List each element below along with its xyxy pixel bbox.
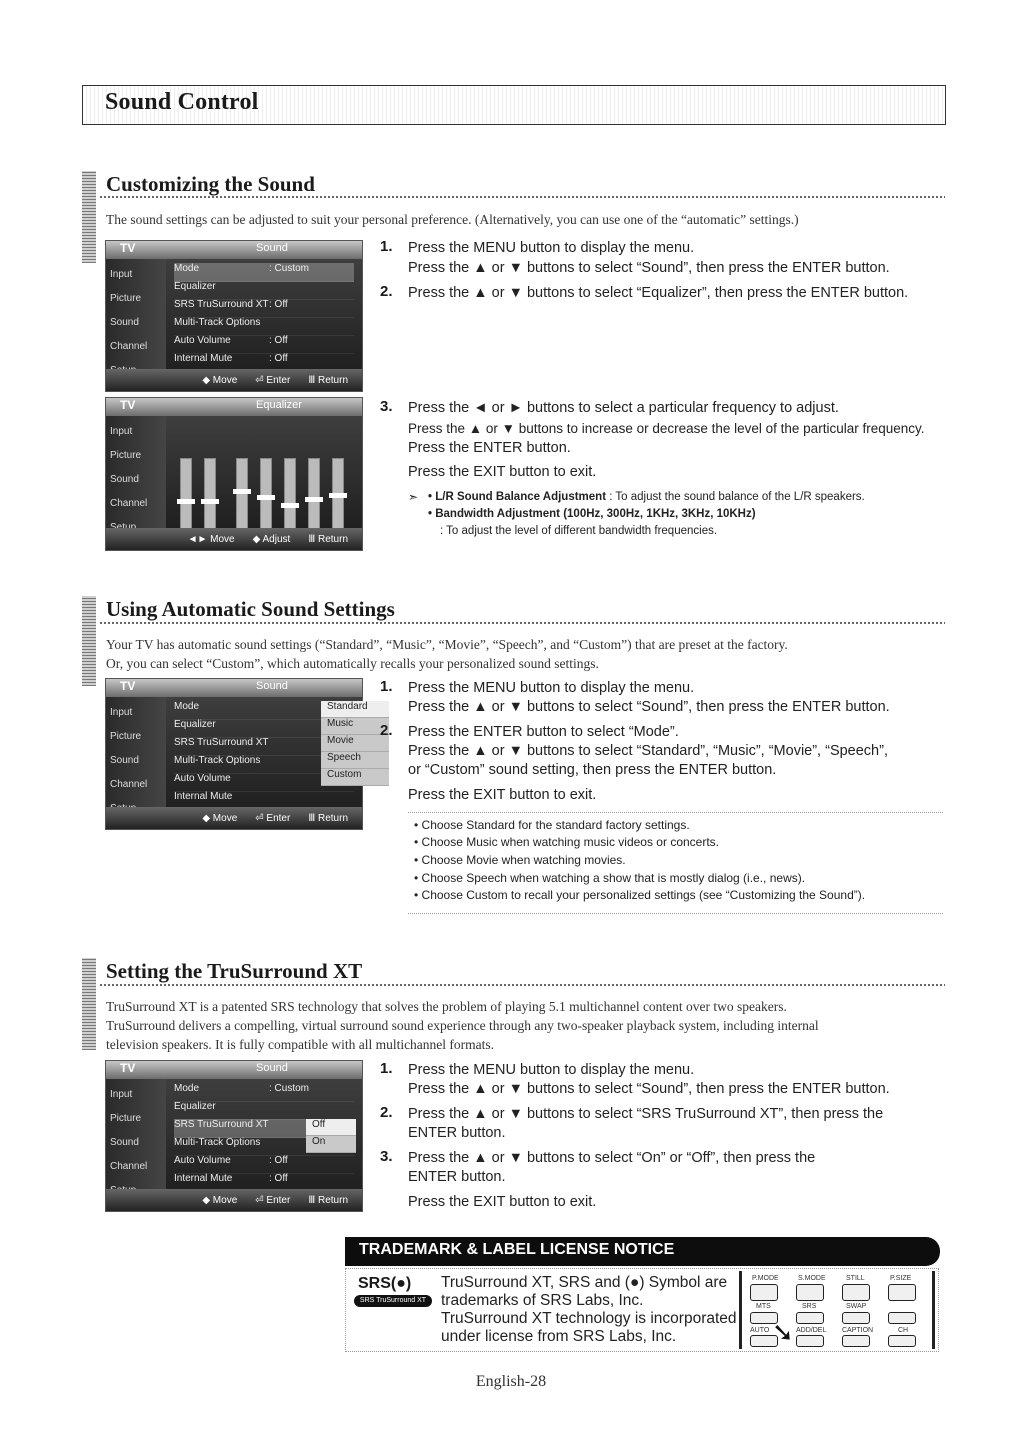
page-number: English-28 (475, 1373, 547, 1390)
step-3-line-3: Press the ENTER button. (408, 440, 571, 456)
trademark-box (345, 1268, 939, 1352)
trademark-text: TruSurround XT, SRS and (●) Symbol are trademarks of SRS Labs, Inc. TruSurround XT technology is incorporated under license from SRS Labs, Inc. (441, 1274, 737, 1345)
mode-choices-box (408, 812, 943, 914)
srs-trusurround-badge: SRS TruSurround XT (354, 1295, 432, 1307)
equalizer-screenshot: TV Equalizer Input Picture Sound Channel ◄► Move ◆ Adjust Ⅲ Return (105, 397, 363, 551)
section-title: Setting the TruSurround XT (106, 959, 363, 983)
step-2-line-2: ENTER button. (408, 1125, 506, 1141)
step-1-line-2: Press the ▲ or ▼ buttons to select “Sound”, then press the ENTER button. (408, 260, 890, 276)
step-number: 2. (380, 722, 393, 739)
step-number: 1. (380, 678, 393, 695)
step-2-line-1: Press the ▲ or ▼ buttons to select “SRS TruSurround XT”, then press the (408, 1106, 884, 1122)
step-number: 2. (380, 1104, 393, 1121)
step-number: 3. (380, 398, 393, 415)
remote-illustration: P.MODE S.MODE STILL P.SIZE MTS SRS SWAP AUTO ADD/DEL CAPTION CH ➘ (739, 1271, 935, 1349)
sound-menu-screenshot: TV Sound Input Picture Sound Channel Mode : Custom Equalizer SRS TruSurround XT : Off Multi-Track Options Auto Volume : Off Internal Mute : Off ◆ Move ⏎ Enter Ⅲ Return (105, 240, 363, 392)
step-3-line-3: Press the EXIT button to exit. (408, 1194, 597, 1210)
sound-mode-screenshot: TV Sound Input Picture Sound Channel Mode Equalizer SRS TruSurround XT Multi-Track Options Auto Volume Internal Mute Standard Music Movie Speech Custom ◆ Move ⏎ Enter Ⅲ Return (105, 678, 363, 830)
section-title: Using Automatic Sound Settings (106, 597, 395, 621)
note-2-label: • Bandwidth Adjustment (100Hz, 300Hz, 1KHz, 3KHz, 10KHz) (428, 508, 756, 520)
section-divider (100, 196, 945, 198)
step-3-line-2: Press the ▲ or ▼ buttons to increase or decrease the level of the particular frequency. (408, 421, 925, 436)
trusurround-screenshot: TV Sound Input Picture Sound Channel Mode : Custom Equalizer SRS TruSurround XT Multi-Track Options Auto Volume : Off Internal Mute : Off Off On ◆ Move ⏎ Enter Ⅲ Return (105, 1060, 363, 1212)
remote-button (796, 1284, 824, 1301)
step-3-line-2: ENTER button. (408, 1169, 506, 1185)
step-2-line-1: Press the ▲ or ▼ buttons to select “Equalizer”, then press the ENTER button. (408, 285, 909, 301)
step-1-line-2: Press the ▲ or ▼ buttons to select “Sound”, then press the ENTER button. (408, 699, 890, 715)
remote-button (750, 1284, 778, 1301)
trademark-banner (345, 1237, 940, 1266)
section-intro-2: Or, you can select “Custom”, which automatically recalls your personalized sound settings. (106, 656, 599, 671)
note-2-text: : To adjust the level of different bandwidth frequencies. (440, 525, 718, 537)
srs-logo: SRS(●) (358, 1275, 412, 1292)
section-marker (82, 958, 96, 1050)
step-2-line-4: Press the EXIT button to exit. (408, 787, 597, 803)
step-number: 1. (380, 1060, 393, 1077)
step-3-line-1: Press the ▲ or ▼ buttons to select “On” or “Off”, then press the (408, 1150, 816, 1166)
trademark-title: TRADEMARK & LABEL LICENSE NOTICE (359, 1241, 675, 1258)
section-divider (100, 984, 945, 986)
section-divider (100, 622, 945, 624)
step-number: 3. (380, 1148, 393, 1165)
note-1: • L/R Sound Balance Adjustment : To adjust the sound balance of the L/R speakers. (428, 491, 865, 503)
section-intro-3: television speakers. It is fully compatible with all multichannel formats. (106, 1037, 495, 1052)
step-1-line-1: Press the MENU button to display the menu. (408, 1062, 695, 1078)
remote-button (842, 1284, 870, 1301)
remote-button (842, 1312, 870, 1324)
step-3-line-1: Press the ◄ or ► buttons to select a particular frequency to adjust. (408, 400, 839, 416)
choice-movie: • Choose Movie when watching movies. (414, 853, 626, 867)
section-marker (82, 596, 96, 686)
page-title: Sound Control (105, 89, 259, 115)
step-1-line-1: Press the MENU button to display the menu. (408, 240, 695, 256)
note-arrow-icon: ➣ (408, 490, 419, 504)
step-2-line-3: or “Custom” sound setting, then press the ENTER button. (408, 762, 777, 778)
section-title: Customizing the Sound (106, 172, 315, 196)
section-intro: The sound settings can be adjusted to suit your personal preference. (Alternatively, you can use one of the “automatic” settings.) (106, 212, 799, 227)
step-2-line-1: Press the ENTER button to select “Mode”. (408, 724, 679, 740)
ch-down-button (888, 1335, 916, 1347)
remote-button (888, 1284, 916, 1301)
section-header (82, 85, 946, 125)
section-intro-1: Your TV has automatic sound settings (“Standard”, “Music”, “Movie”, “Speech”, and “Custom”) that are preset at the factory. (106, 637, 788, 652)
choice-music: • Choose Music when watching music videos or concerts. (414, 835, 719, 849)
step-3-line-4: Press the EXIT button to exit. (408, 464, 597, 480)
remote-button (796, 1335, 824, 1347)
choice-custom: • Choose Custom to recall your personalized settings (see “Customizing the Sound”). (414, 888, 866, 902)
section-marker (82, 171, 96, 263)
section-intro-2: TruSurround delivers a compelling, virtual surround sound experience through any two-speaker playback system, including internal (106, 1018, 819, 1033)
ch-up-button (888, 1312, 916, 1324)
step-number: 1. (380, 238, 393, 255)
remote-button (842, 1335, 870, 1347)
step-2-line-2: Press the ▲ or ▼ buttons to select “Standard”, “Music”, “Movie”, “Speech”, (408, 743, 888, 759)
choice-speech: • Choose Speech when watching a show that is mostly dialog (i.e., news). (414, 871, 806, 885)
srs-button (796, 1312, 824, 1324)
step-1-line-1: Press the MENU button to display the menu. (408, 680, 695, 696)
choice-standard: • Choose Standard for the standard factory settings. (414, 818, 690, 832)
pointer-arrow-icon: ➘ (772, 1317, 794, 1347)
step-1-line-2: Press the ▲ or ▼ buttons to select “Sound”, then press the ENTER button. (408, 1081, 890, 1097)
section-intro-1: TruSurround XT is a patented SRS technology that solves the problem of playing 5.1 multichannel content over two speakers. (106, 999, 787, 1014)
step-number: 2. (380, 283, 393, 300)
